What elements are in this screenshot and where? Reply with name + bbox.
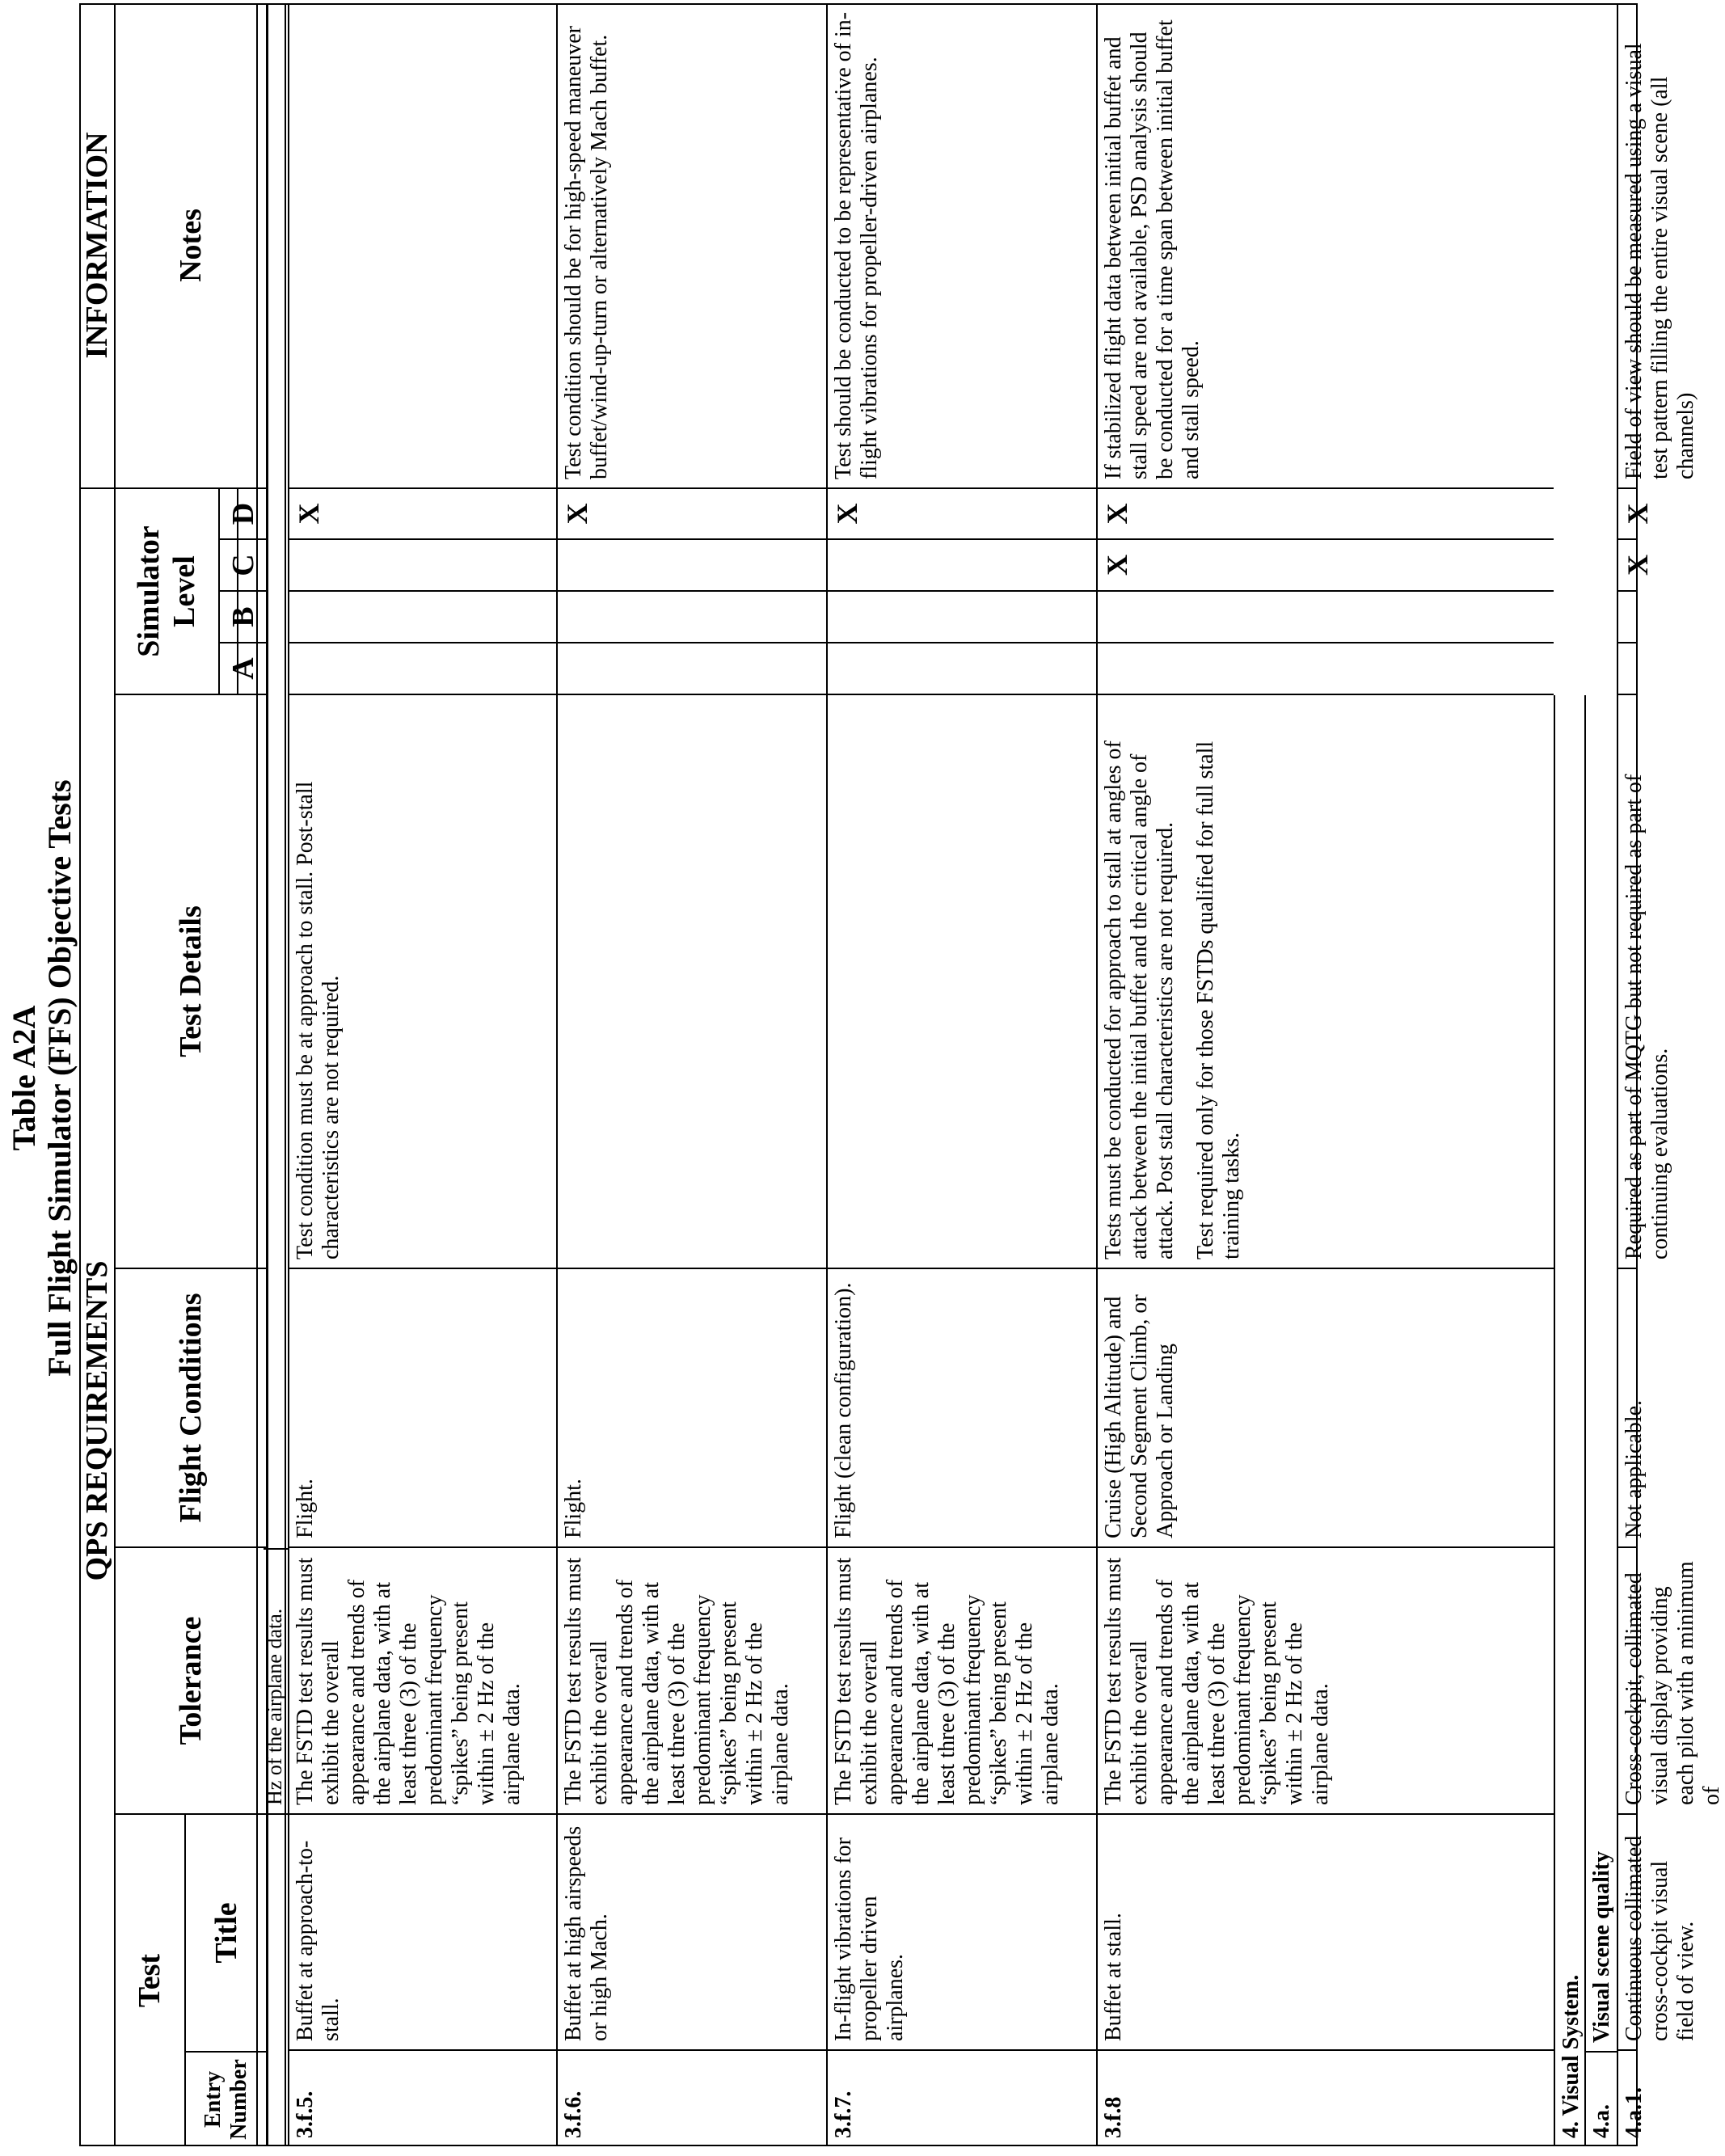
row-4-a [1096,643,1554,695]
level-d-header: D [220,489,267,540]
row-2-a [556,643,826,695]
row-3-d: X [826,489,1096,540]
row-4a1-a [1617,643,1638,695]
row-2-entry: 3.f.6. [556,2051,826,2146]
row-2-d: X [556,489,826,540]
qps-requirements-header: QPS REQUIREMENTS [80,1260,114,1581]
row-4-notes: If stabilized flight data between initial buffet and stall speed are not available, PSD analysis should be conducted for a time span between initial buffet and stall speed. [1096,3,1554,489]
row-1-conditions: Flight. [288,1269,556,1548]
row-4a1-c: X [1617,540,1638,592]
level-c-header: C [220,540,267,592]
row-2-b [556,592,826,643]
row-2-title: Buffet at high airspeeds or high Mach. [556,1815,826,2051]
row-4-b [1096,592,1554,643]
subsection-entry: 4.a. [1584,2051,1617,2146]
title-header: Title [209,1902,243,1964]
row-2-notes: Test condition should be for high-speed maneuver buffet/wind-up-turn or alternatively Mach buffet. [556,3,826,489]
row-1-entry: 3.f.5. [288,2051,556,2146]
row-4-tolerance: The FSTD test results must exhibit the overall appearance and trends of the airplane data, with at least three (3) of the predominant frequency “spikes” being present within ± 2 Hz of the airplane data. [1096,1548,1554,1815]
row-1-title: Buffet at approach-to-stall. [288,1815,556,2051]
row-3-tolerance: The FSTD test results must exhibit the overall appearance and trends of the airplane data, with at least three (3) of the predominant frequency “spikes” being present within ± 2 Hz of the airplane data. [826,1548,1096,1815]
row-2-tolerance: The FSTD test results must exhibit the overall appearance and trends of the airplane data, with at least three (3) of the predominant frequency “spikes” being present within ± 2 Hz of the airplane data. [556,1548,826,1815]
test-header: Test [115,1815,186,2146]
row-1-details-1: Test condition must be at approach to stall. Post-stall characteristics are not required. [293,781,344,1259]
row-3-details [826,695,1096,1269]
row-4-entry: 3.f.8 [1096,2051,1554,2146]
table-subtitle: Full Flight Simulator (FFS) Objective Tests [41,779,78,1377]
row-4-details-1: Tests must be conducted for approach to stall at angles of attack between the initial buffet and the critical angle of attack. Post stall characteristics are not required. [1101,740,1178,1259]
row-4a1-conditions: Not applicable. [1617,1269,1638,1548]
section-visual-system: 4. Visual System. [1554,695,1584,2146]
test-details-header: Test Details [115,695,267,1269]
row-3-c [826,540,1096,592]
row-1-notes [288,3,556,489]
row-4a1-title: Continuous collimated cross-cockpit visual field of view. [1617,1815,1638,2051]
row-4a1-tolerance: Cross-cockpit, collimated visual display providing each pilot with a minimum of [1617,1548,1638,1815]
row-1-d: X [288,489,556,540]
row-2-conditions: Flight. [556,1269,826,1548]
information-header: INFORMATION [79,3,115,489]
level-b-header: B [220,592,267,643]
row-4a1-details: Required as part of MQTG but not required as part of continuing evaluations. [1617,695,1638,1269]
continued-tolerance-cell: Hz of the airplane data. [264,1548,288,1815]
row-4-conditions: Cruise (High Altitude) and Second Segment Climb, or Approach or Landing [1096,1269,1554,1548]
row-1-a [288,643,556,695]
level-a-header: A [220,643,267,695]
row-3-title: In-flight vibrations for propeller driven airplanes. [826,1815,1096,2051]
row-3-a [826,643,1096,695]
row-1-tolerance: The FSTD test results must exhibit the overall appearance and trends of the airplane data, with at least three (3) of the predominant frequency “spikes” being present within ± 2 Hz of the airplane data. [288,1548,556,1815]
row-3-conditions: Flight (clean configuration). [826,1269,1096,1548]
row-3-entry: 3.f.7. [826,2051,1096,2146]
objective-tests-table [79,3,1724,2146]
row-4a1-notes: Field of view should be measured using a visual test pattern filling the entire visual scene (all channels) [1617,3,1638,489]
row-2-c [556,540,826,592]
row-4-d: X [1096,489,1554,540]
flight-conditions-header: Flight Conditions [115,1269,267,1548]
notes-header: Notes [115,3,267,489]
row-2-details [556,695,826,1269]
simulator-level-header: Simulator Level [115,489,220,695]
entry-number-header: Entry Number [186,2051,267,2146]
row-1-b [288,592,556,643]
row-4a1-b [1617,592,1638,643]
tolerance-header: Tolerance [115,1548,267,1815]
row-4-details-2: Test required only for those FSTDs qualified for full stall training tasks. [1193,740,1244,1259]
row-4-details [1096,695,1554,1269]
row-4a1-d: X [1617,489,1638,540]
row-4-title: Buffet at stall. [1096,1815,1554,2051]
row-4-c: X [1096,540,1554,592]
row-3-notes: Test should be conducted to be representative of in-flight vibrations for propeller-driven airplanes. [826,3,1096,489]
row-1-details [288,695,556,1269]
row-3-b [826,592,1096,643]
row-1-c [288,540,556,592]
row-4a1-entry: 4.a.1. [1617,2051,1638,2146]
subsection-title: Visual scene quality [1584,695,1617,2051]
table-title: Table A2A [6,1005,42,1151]
